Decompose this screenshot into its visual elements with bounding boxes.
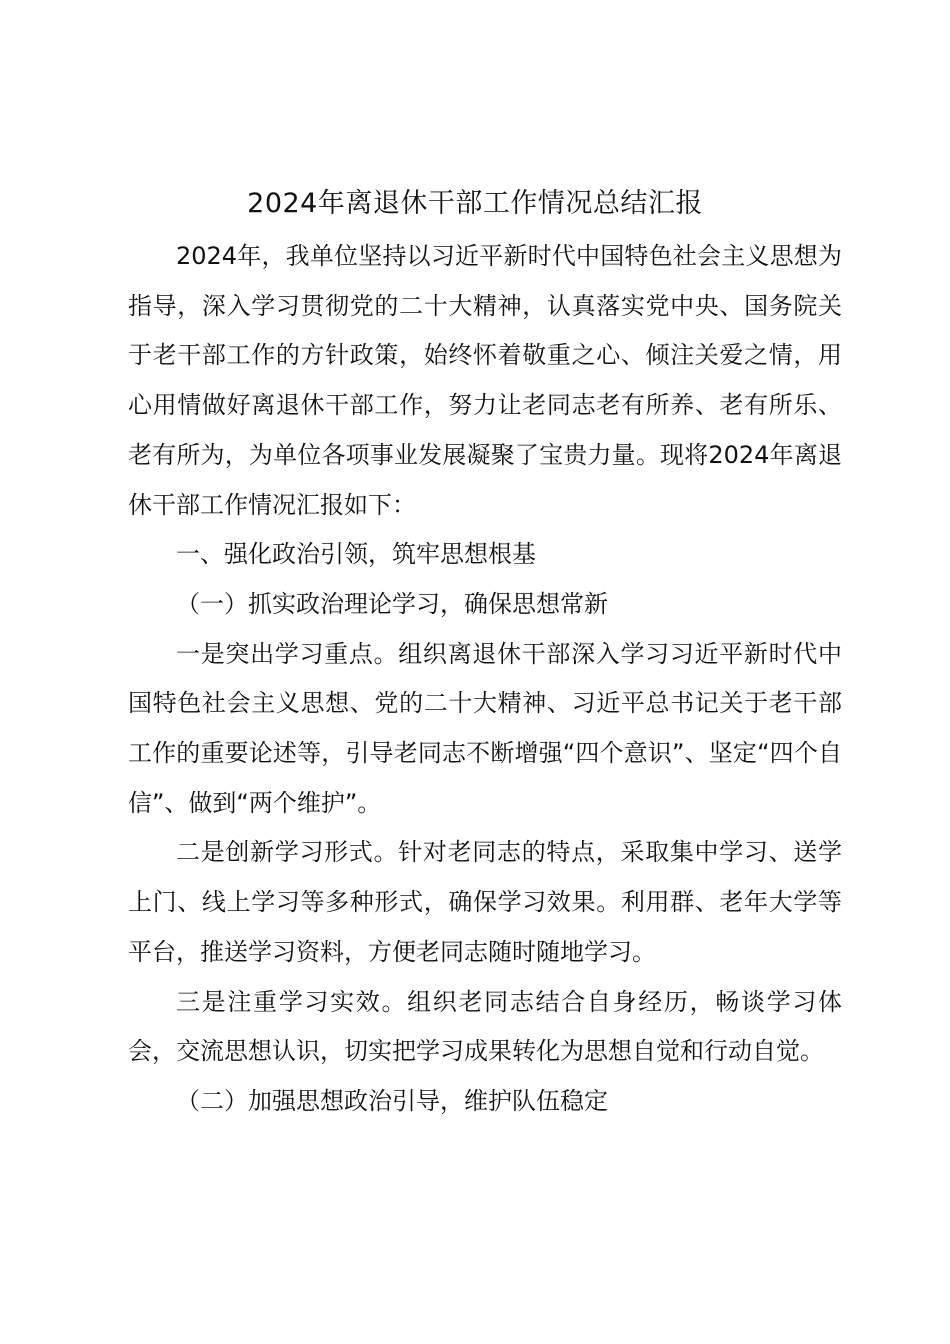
section-heading-1: 一、强化政治引领，筑牢思想根基 xyxy=(176,540,536,569)
body-paragraph-2: 二是创新学习形式。针对老同志的特点，采取集中学习、送学上门、线上学习等多种形式，确保学习效果。利用群、老年大学等平台，推送学习资料，方便老同志随时随地学习。 xyxy=(128,838,842,966)
body-paragraph-1: 一是突出学习重点。组织离退休干部深入学习习近平新时代中国特色社会主义思想、党的二十大精神、习近平总书记关于老干部工作的重要论述等，引导老同志不断增强“四个意识”、坚定“四个自信”、做到“两个维护”。 xyxy=(128,639,842,817)
intro-paragraph: 2024年，我单位坚持以习近平新时代中国特色社会主义思想为指导，深入学习贯彻党的二十大精神，认真落实党中央、国务院关于老干部工作的方针政策，始终怀着敬重之心、倾注关爱之情，用心用情做好离退休干部工作，努力让老同志老有所养、老有所乐、老有所为，为单位各项事业发展凝聚了宝贵力量。现将2024年离退休干部工作情况汇报如下： xyxy=(128,242,842,519)
body-paragraph-3: 三是注重学习实效。组织老同志结合自身经历，畅谈学习体会，交流思想认识，切实把学习成果转化为思想自觉和行动自觉。 xyxy=(128,987,842,1066)
subsection-heading-1: （一）抓实政治理论学习，确保思想常新 xyxy=(176,589,608,618)
subsection-heading-2: （二）加强思想政治引导，维护队伍稳定 xyxy=(176,1086,608,1115)
document-body xyxy=(128,232,842,1127)
document-title: 2024年离退休干部工作情况总结汇报 xyxy=(247,188,703,219)
